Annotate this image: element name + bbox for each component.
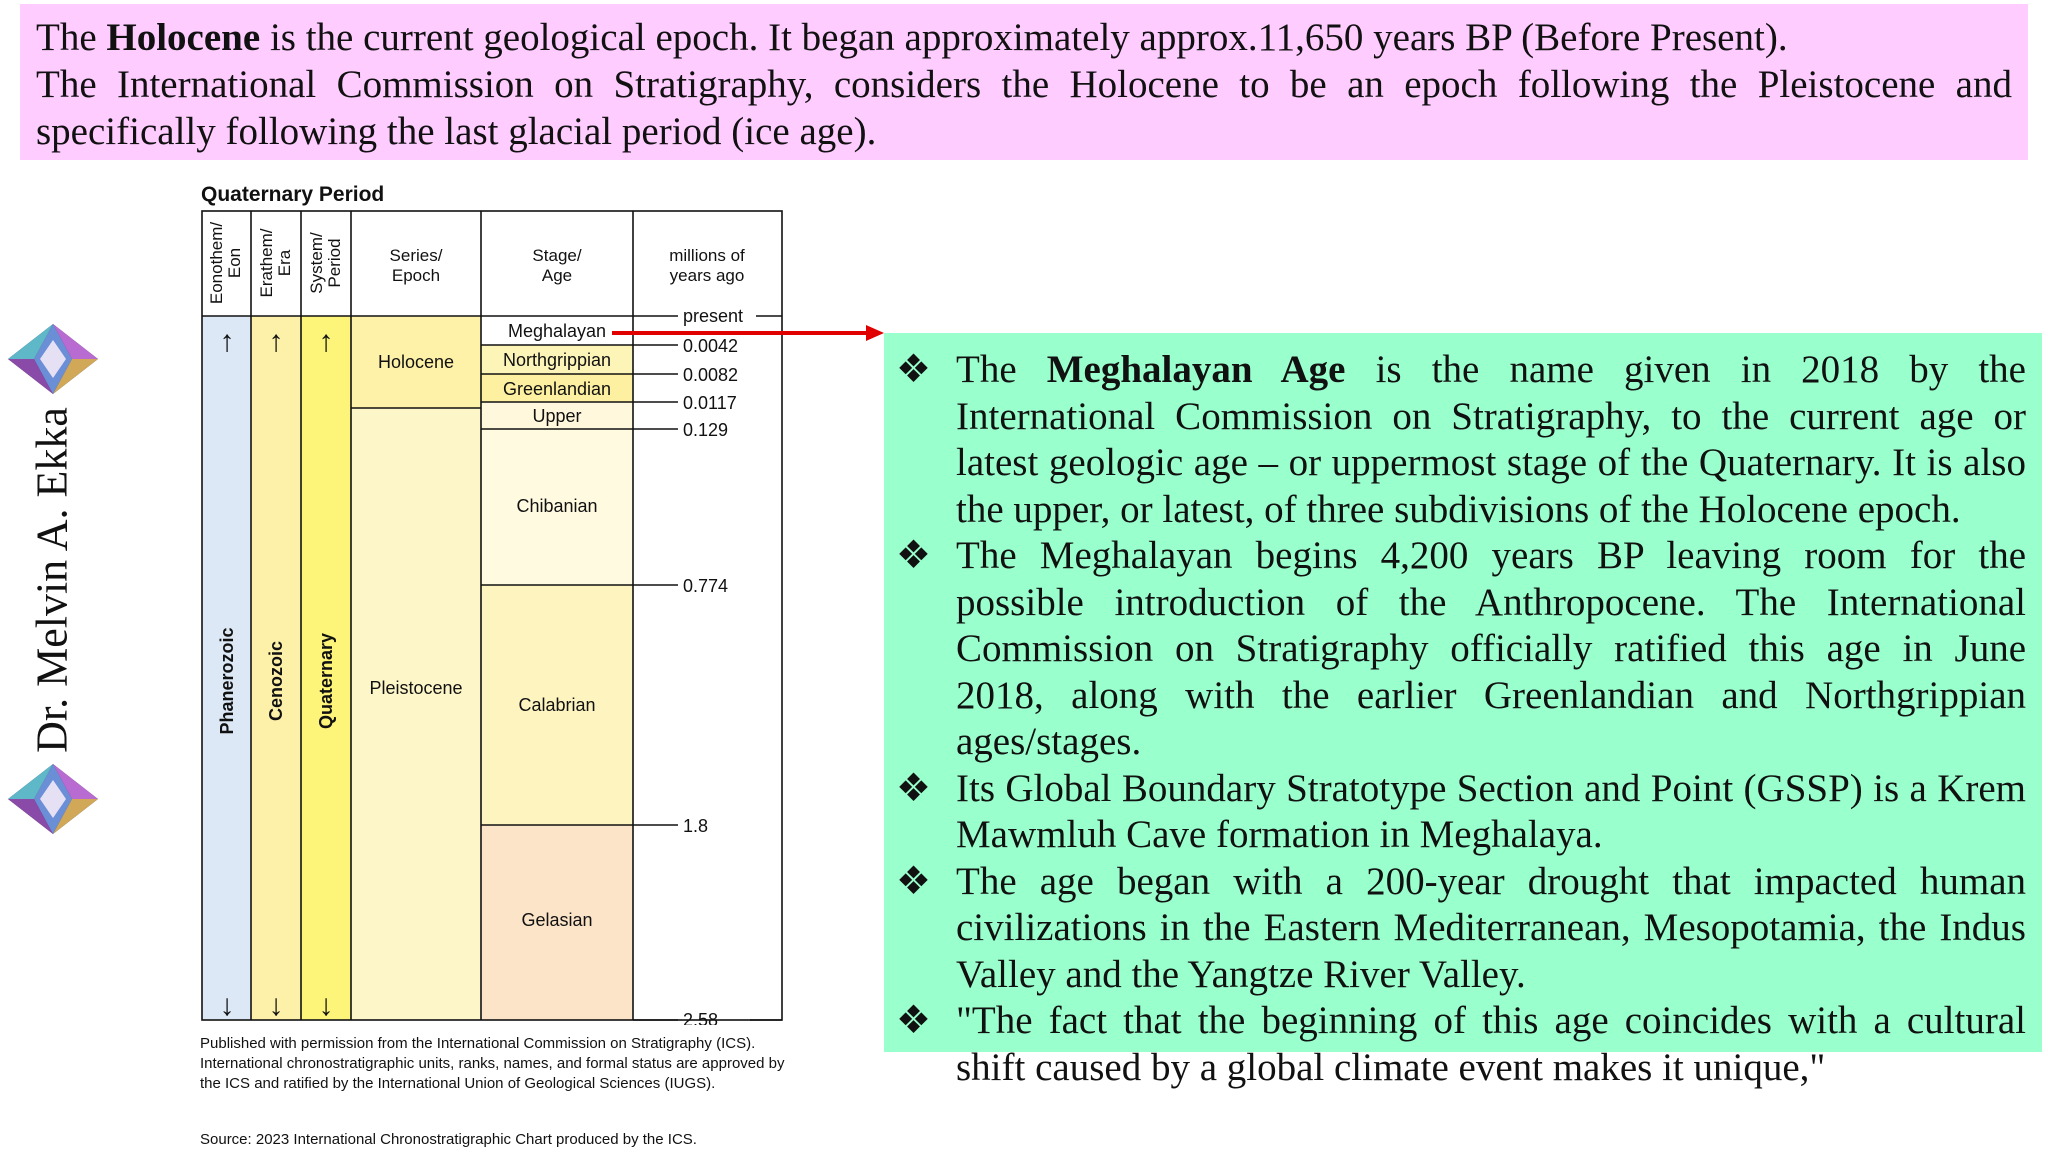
bullet-item: ❖ Its Global Boundary Stratotype Section and Point (GSSP) is a Krem Mawmluh Cave formation in Meghalaya. — [896, 766, 2026, 856]
stage-northgrippian: Northgrippian — [502, 350, 612, 370]
gem-icon — [6, 322, 100, 396]
age-0-129: 0.129 — [683, 420, 729, 440]
header-stage-2: Age — [541, 266, 573, 285]
header-system-1: System/ — [307, 232, 326, 294]
system-label: Quaternary — [316, 632, 336, 730]
arrow-up-icon: ↑ — [268, 325, 284, 358]
stage-chibanian: Chibanian — [516, 496, 598, 516]
stage-gelasian: Gelasian — [521, 910, 593, 930]
stage-upper: Upper — [532, 406, 582, 426]
eon-label: Phanerozoic — [217, 627, 237, 735]
intro-box — [20, 4, 2028, 160]
bullet-item: ❖ The age began with a 200-year drought that impacted human civilizations in the Eastern Mediterranean, Mesopotamia, the Indus Valley and the Yangtze River Valley. — [896, 859, 2026, 996]
bullet-diamond-icon: ❖ — [896, 766, 931, 810]
age-0-0117: 0.0117 — [683, 393, 737, 413]
author-name: Dr. Melvin A. Ekka — [27, 407, 77, 753]
chart-caption: Published with permission from the International Commission on Stratigraphy (ICS). International chronostratigraphic units, ranks, names, and formal status are approved by the ICS and ratified by the International Union of Geological Sciences (IUGS). — [200, 1035, 785, 1092]
stage-calabrian: Calabrian — [518, 695, 596, 715]
pleistocene-cell — [351, 408, 481, 1020]
arrow-up-icon: ↑ — [318, 325, 334, 358]
holocene-term: Holocene — [106, 16, 261, 59]
bullet-item: ❖ The Meghalayan Age is the name given in 2018 by the International Commission on Stratigraphy, to the current age or latest geologic age – or uppermost stage of the Quaternary. It is also the upper, or latest, of three subdivisions of the Holocene epoch. — [896, 348, 2026, 531]
chart-title: Quaternary Period — [201, 183, 385, 206]
header-series-1: Series/ — [389, 246, 443, 265]
meghalayan-term: Meghalayan Age — [1046, 348, 1346, 391]
arrow-down-icon: ↓ — [219, 989, 235, 1022]
header-mya-1: millions of — [669, 246, 745, 265]
bullet-diamond-icon: ❖ — [896, 348, 931, 391]
header-eon-1: Eonothem/ — [207, 221, 226, 305]
series-pleistocene: Pleistocene — [369, 678, 463, 698]
era-label: Cenozoic — [266, 640, 286, 722]
series-holocene: Holocene — [377, 352, 455, 372]
stage-greenlandian: Greenlandian — [502, 379, 612, 399]
arrow-down-icon: ↓ — [268, 989, 284, 1022]
age-0-0082: 0.0082 — [683, 365, 739, 385]
arrow-up-icon: ↑ — [219, 325, 235, 358]
gem-icon — [6, 762, 100, 836]
bullet-diamond-icon: ❖ — [896, 999, 931, 1042]
age-1-8: 1.8 — [683, 816, 709, 836]
age-0-774: 0.774 — [683, 576, 729, 596]
header-series-2: Epoch — [391, 266, 441, 285]
meghalayan-info-box — [884, 333, 2042, 1089]
age-0-0042: 0.0042 — [683, 336, 739, 356]
chart-source: Source: 2023 International Chronostratigraphic Chart produced by the ICS. — [200, 1131, 697, 1148]
intro-paragraph-1: The Holocene is the current geological epoch. It began approximately approx.11,650 years BP (Before Present). — [36, 16, 1788, 59]
bullet-diamond-icon: ❖ — [896, 859, 931, 903]
header-stage-1: Stage/ — [532, 246, 582, 265]
header-era-1: Erathem/ — [257, 228, 276, 298]
header-era-2: Era — [275, 249, 294, 277]
age-present: present — [683, 306, 744, 326]
header-system-2: Period — [325, 238, 344, 288]
age-2-58: 2.58 — [683, 1010, 719, 1025]
bullet-item: ❖ "The fact that the beginning of this age coincides with a cultural shift caused by a global climate event makes it unique," — [896, 999, 2026, 1089]
stage-meghalayan: Meghalayan — [507, 321, 607, 341]
quaternary-chart — [190, 175, 810, 1025]
bullet-item: ❖ The Meghalayan begins 4,200 years BP leaving room for the possible introduction of the Anthropocene. The International Commission on Stratigraphy officially ratified this age in June 2018, along with the earlier Greenlandian and Northgrippian ages/stages. — [896, 534, 2026, 763]
header-eon-2: Eon — [225, 247, 244, 279]
header-mya-2: years ago — [669, 266, 745, 285]
arrow-down-icon: ↓ — [318, 989, 334, 1022]
bullet-diamond-icon: ❖ — [896, 534, 931, 577]
intro-paragraph-2: The International Commission on Stratigraphy, considers the Holocene to be an epoch following the Pleistocene and specifically following the last glacial period (ice age). — [36, 63, 2012, 153]
